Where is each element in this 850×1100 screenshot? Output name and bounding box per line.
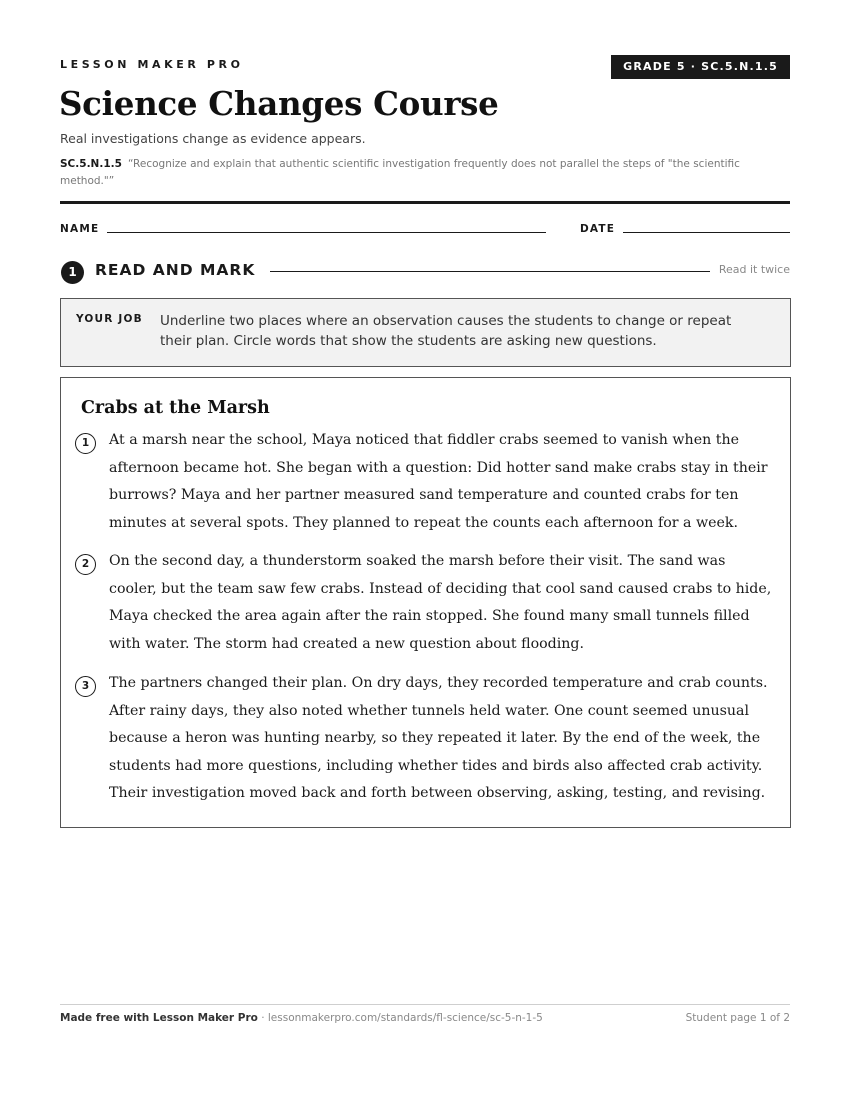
paragraph-text: The partners changed their plan. On dry days, they recorded temperature and crab counts. After rainy days, they also noted whether tunnels held water. One count seemed unusual because a heron was hunting nearby, so they repeated it later. By the end of the week, the students had more questions, including whether tides and birds also affected crab activity. Their investigation moved back and forth between observing, asking, testing, and revising.: [109, 675, 768, 801]
your-job-box: [60, 298, 791, 367]
standard-code: SC.5.N.1.5: [60, 158, 122, 170]
page-title: Science Changes Course: [59, 84, 499, 123]
standard-text: “Recognize and explain that authentic scientific investigation frequently does not parallel the steps of "the scientific method."”: [60, 158, 740, 187]
page-subtitle: Real investigations change as evidence appears.: [60, 131, 366, 146]
passage-title: Crabs at the Marsh: [81, 398, 270, 418]
name-field[interactable]: [107, 232, 546, 233]
page-indicator: Student page 1 of 2: [685, 1012, 790, 1024]
section-title: READ AND MARK: [95, 261, 256, 279]
your-job-label: YOUR JOB: [76, 313, 143, 325]
grade-badge: GRADE 5 · SC.5.N.1.5: [611, 55, 790, 79]
paragraph-number: 3: [75, 676, 96, 697]
reading-passage: [60, 377, 791, 828]
footer-separator: ·: [257, 1012, 268, 1024]
paragraph-text: On the second day, a thunderstorm soaked the marsh before their visit. The sand was cooler, but the team saw few crabs. Instead of deciding that cool sand caused crabs to hide, Maya checked the area again after the rain stopped. She found many small tunnels filled with water. The storm had created a new question about flooding.: [109, 553, 772, 652]
paragraph-text: At a marsh near the school, Maya noticed that fiddler crabs seemed to vanish when the afternoon became hot. She began with a question: Did hotter sand make crabs stay in their burrows? Maya and her partner measured sand temperature and counted crabs for ten minutes at several spots. They planned to repeat the counts each afternoon for a week.: [109, 432, 768, 531]
your-job-instructions: Underline two places where an observation causes the students to change or repeat their plan. Circle words that show the students are asking new questions.: [160, 313, 732, 349]
paragraph-number: 2: [75, 554, 96, 575]
footer-made-with: Made free with Lesson Maker Pro: [60, 1012, 258, 1024]
paragraph-number: 1: [75, 433, 96, 454]
section-divider: [270, 271, 710, 272]
footer-credit: [60, 1012, 543, 1024]
footer-divider: [60, 1004, 790, 1005]
brand-name: LESSON MAKER PRO: [60, 58, 244, 71]
footer-url[interactable]: lessonmakerpro.com/standards/fl-science/sc-5-n-1-5: [267, 1012, 543, 1024]
date-field[interactable]: [623, 232, 790, 233]
standard-statement: [60, 156, 790, 190]
section-number-badge: 1: [61, 261, 84, 284]
section-note: Read it twice: [718, 263, 790, 276]
name-label: NAME: [60, 223, 100, 235]
date-label: DATE: [580, 223, 616, 235]
header-divider: [60, 201, 790, 204]
